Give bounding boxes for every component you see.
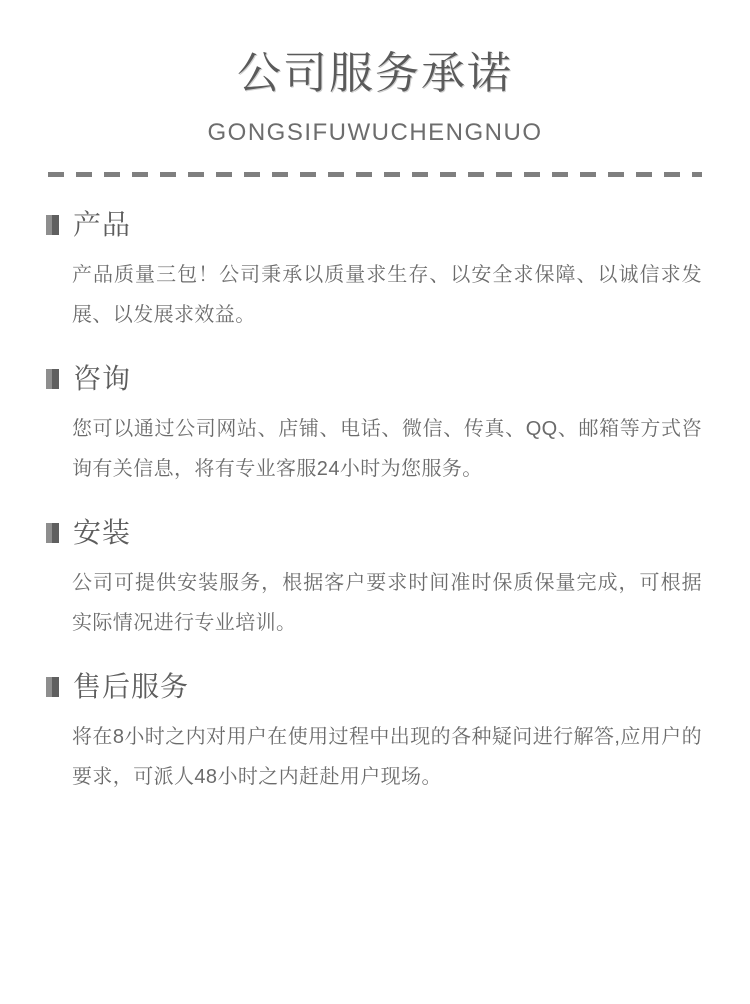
section-body: 公司可提供安装服务，根据客户要求时间准时保质保量完成，可根据实际情况进行专业培训。 — [72, 572, 702, 634]
page-subtitle: GONGSIFUWUCHENGNUO — [207, 119, 543, 146]
dashed-divider — [48, 172, 702, 177]
square-bullet-icon — [46, 369, 59, 389]
section-header — [44, 515, 706, 551]
section-title: 安装 — [73, 517, 132, 548]
section-after-sales — [44, 669, 706, 797]
section-body: 产品质量三包！公司秉承以质量求生存、以安全求保障、以诚信求发展、以发展求效益。 — [72, 264, 702, 326]
section-installation — [44, 515, 706, 643]
square-bullet-icon — [46, 677, 59, 697]
section-header — [44, 207, 706, 243]
section-body: 您可以通过公司网站、店铺、电话、微信、传真、QQ、邮箱等方式咨询有关信息，将有专业客服24小时为您服务。 — [72, 418, 702, 480]
section-consultation — [44, 361, 706, 489]
section-product — [44, 207, 706, 335]
page-title: 公司服务承诺 — [237, 49, 513, 98]
square-bullet-icon — [46, 523, 59, 543]
section-body: 将在8小时之内对用户在使用过程中出现的各种疑问进行解答,应用户的要求，可派人48小时之内赶赴用户现场。 — [72, 726, 702, 788]
section-header — [44, 669, 706, 705]
sections-list — [44, 207, 706, 797]
section-title: 产品 — [73, 209, 132, 240]
square-bullet-icon — [46, 215, 59, 235]
section-title: 咨询 — [73, 363, 132, 394]
page-header — [44, 0, 706, 150]
section-header — [44, 361, 706, 397]
section-title: 售后服务 — [73, 671, 190, 702]
